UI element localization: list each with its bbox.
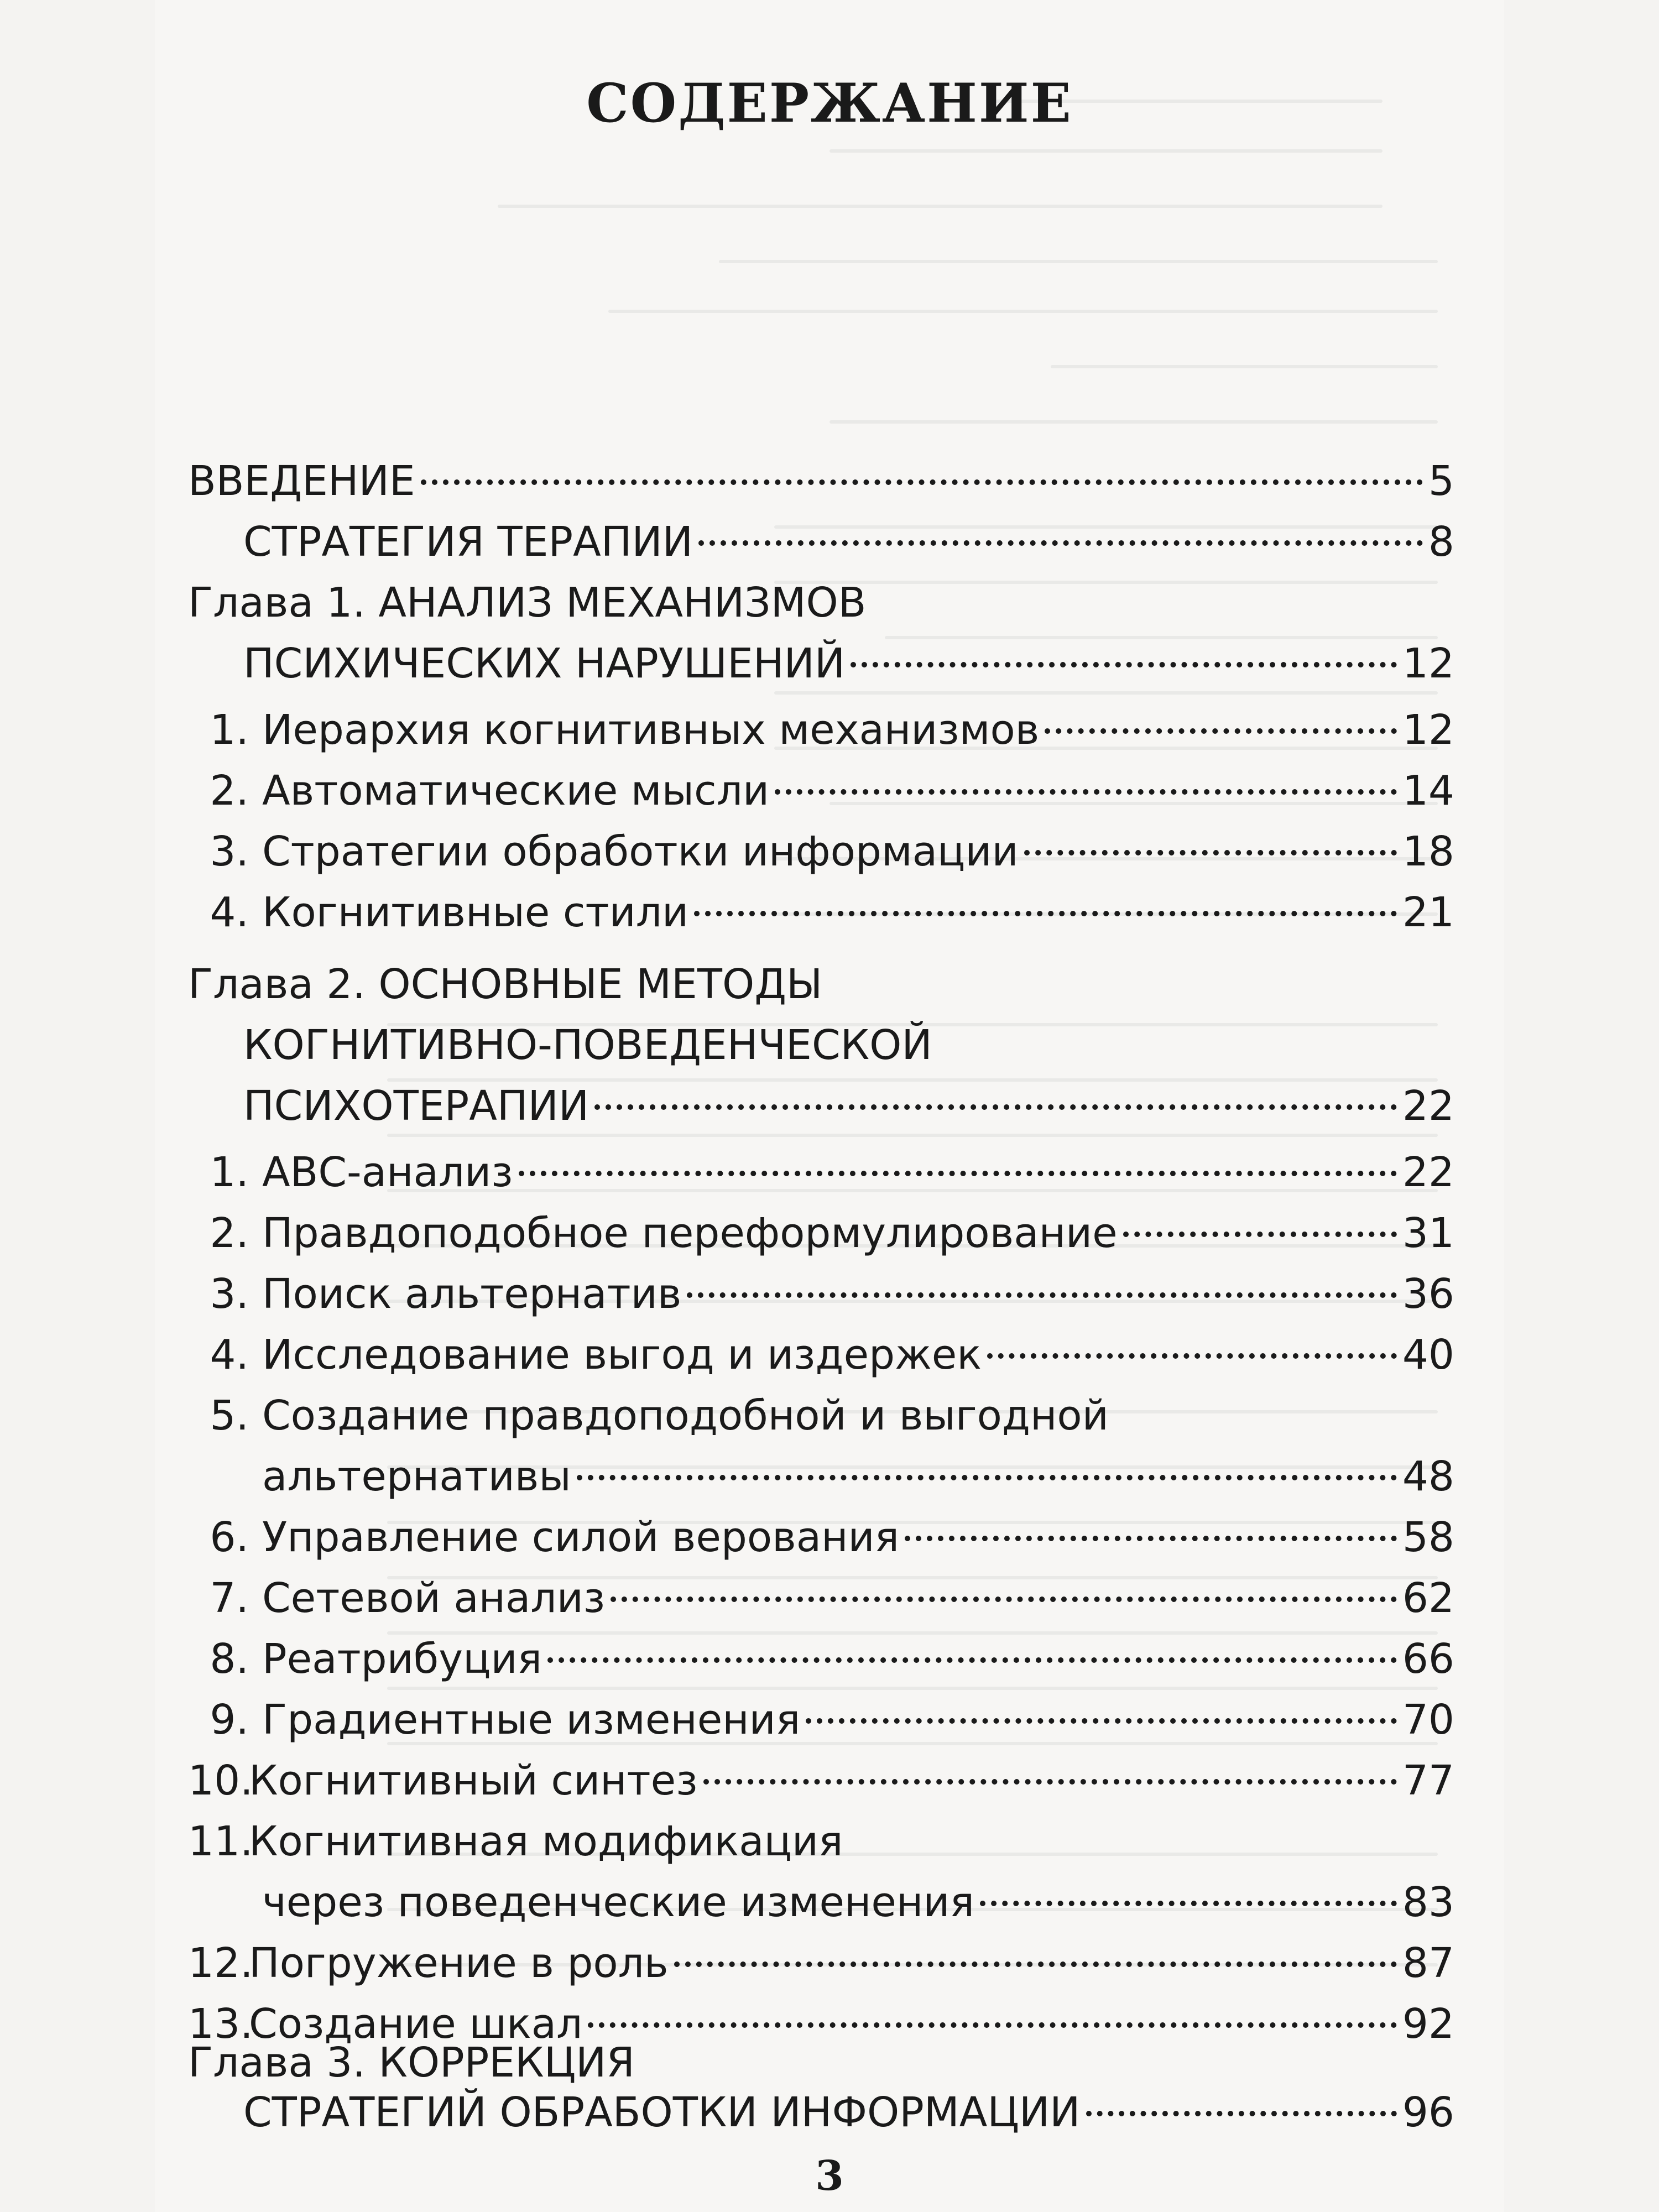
toc-item-number: 10. — [188, 1757, 253, 1804]
toc-entry-label: Когнитивные стили — [262, 889, 689, 936]
dot-leader — [905, 1525, 1397, 1541]
toc-item-number: 4. — [210, 889, 249, 936]
toc-entry-ch2-item-5-line2[interactable] — [262, 1449, 1454, 1504]
dot-leader — [519, 1160, 1397, 1176]
toc-entry-chapter-2[interactable] — [243, 1078, 1454, 1134]
toc-entry-label: Когнитивный синтез — [249, 1757, 698, 1804]
dot-leader — [703, 1768, 1397, 1785]
toc-entry-label: Автоматические мысли — [262, 767, 770, 815]
toc-entry-label: Исследование выгод и издержек — [262, 1331, 982, 1379]
toc-entry-page: 96 — [1402, 2089, 1454, 2136]
toc-entry-page: 22 — [1402, 1149, 1454, 1196]
toc-entry-chapter-1[interactable] — [243, 636, 1454, 691]
toc-item-number: 6. — [210, 1514, 249, 1561]
toc-entry-label: Создание правдоподобной и выгодной — [262, 1392, 1109, 1439]
toc-entry-ch1-item[interactable] — [188, 885, 1454, 940]
toc-entry-label: Реатрибуция — [262, 1635, 542, 1683]
toc-entry-page: 83 — [1402, 1879, 1454, 1926]
toc-entry-label: Градиентные изменения — [262, 1696, 801, 1744]
toc-entry-label: АВС-анализ — [262, 1149, 513, 1196]
toc-item-number: 2. — [210, 767, 249, 815]
toc-entry-label: Когнитивная модификация — [249, 1818, 843, 1865]
toc-entry-label: Поиск альтернатив — [262, 1270, 682, 1318]
dot-leader — [1024, 839, 1397, 855]
chapter-2-heading-line2: КОГНИТИВНО-ПОВЕДЕНЧЕСКОЙ — [243, 1021, 932, 1069]
toc-entry-label: СТРАТЕГИЯ ТЕРАПИИ — [243, 518, 693, 566]
dot-leader — [547, 1646, 1397, 1663]
toc-item-number: 1. — [210, 706, 249, 754]
dot-leader — [687, 1281, 1397, 1298]
toc-entry-page: 77 — [1402, 1757, 1454, 1804]
toc-entry-ch2-item[interactable] — [188, 1571, 1454, 1626]
toc-entry-page: 92 — [1402, 2000, 1454, 2048]
dot-leader — [421, 468, 1423, 485]
toc-entry-ch2-item[interactable] — [188, 1327, 1454, 1383]
toc-entry-page: 66 — [1402, 1635, 1454, 1683]
dot-leader — [987, 1342, 1397, 1359]
toc-entry-ch2-item[interactable] — [188, 1266, 1454, 1322]
dot-leader — [611, 1585, 1397, 1602]
dot-leader — [1086, 2100, 1397, 2116]
toc-item-number: 4. — [210, 1331, 249, 1379]
toc-entry-page: 18 — [1402, 828, 1454, 875]
dot-leader — [674, 1950, 1397, 1967]
dot-leader — [594, 1093, 1397, 1110]
toc-entry-page: 5 — [1428, 457, 1454, 505]
page-title: СОДЕРЖАНИЕ — [586, 72, 1073, 134]
toc-item-number: 12. — [188, 1939, 253, 1987]
toc-entry-page: 14 — [1402, 767, 1454, 815]
toc-entry-strategy[interactable] — [243, 514, 1454, 570]
toc-entry-label: через поведенческие изменения — [262, 1879, 974, 1926]
toc-entry-page: 21 — [1402, 889, 1454, 936]
toc-entry-page: 12 — [1402, 640, 1454, 687]
toc-entry-label: ВВЕДЕНИЕ — [188, 457, 415, 505]
toc-entry-label: ПСИХОТЕРАПИИ — [243, 1082, 589, 1130]
toc-entry-label: Управление силой верования — [262, 1514, 900, 1561]
toc-entry-page: 8 — [1428, 518, 1454, 566]
toc-entry-page: 22 — [1402, 1082, 1454, 1130]
toc-item-number: 9. — [210, 1696, 249, 1744]
toc-entry-ch2-item[interactable] — [188, 1206, 1454, 1261]
dot-leader — [775, 778, 1397, 795]
dot-leader — [980, 1890, 1397, 1906]
toc-entry-ch2-item-11-line1[interactable] — [188, 1814, 843, 1869]
toc-entry-ch2-item[interactable] — [188, 1753, 1454, 1808]
toc-entry-label: Сетевой анализ — [262, 1574, 606, 1622]
toc-entry-label: альтернативы — [262, 1453, 571, 1500]
toc-entry-label: СТРАТЕГИЙ ОБРАБОТКИ ИНФОРМАЦИИ — [243, 2089, 1081, 2136]
toc-entry-label: ПСИХИЧЕСКИХ НАРУШЕНИЙ — [243, 640, 846, 687]
toc-item-number: 2. — [210, 1209, 249, 1257]
toc-entry-intro[interactable] — [188, 453, 1454, 509]
toc-entry-ch1-item[interactable] — [188, 824, 1454, 879]
toc-item-number: 5. — [210, 1392, 249, 1439]
dot-leader — [1123, 1220, 1397, 1237]
toc-entry-page: 12 — [1402, 706, 1454, 754]
toc-entry-label: Создание шкал — [249, 2000, 583, 2048]
toc-entry-ch2-item[interactable] — [188, 1145, 1454, 1200]
toc-item-number: 1. — [210, 1149, 249, 1196]
toc-item-number: 3. — [210, 1270, 249, 1318]
toc-entry-page: 48 — [1402, 1453, 1454, 1500]
toc-entry-ch2-item[interactable] — [188, 1631, 1454, 1687]
chapter-1-heading[interactable]: Глава 1. АНАЛИЗ МЕХАНИЗМОВ — [188, 579, 867, 627]
toc-entry-page: 31 — [1402, 1209, 1454, 1257]
chapter-2-heading[interactable]: Глава 2. ОСНОВНЫЕ МЕТОДЫ — [188, 961, 823, 1008]
dot-leader — [1045, 717, 1396, 734]
toc-entry-page: 70 — [1402, 1696, 1454, 1744]
toc-entry-ch2-item-11-line2[interactable] — [262, 1875, 1454, 1930]
toc-entry-page: 87 — [1402, 1939, 1454, 1987]
toc-entry-chapter-3[interactable] — [243, 2085, 1454, 2140]
toc-item-number: 7. — [210, 1574, 249, 1622]
toc-entry-ch2-item[interactable] — [188, 1510, 1454, 1565]
toc-entry-label: Погружение в роль — [249, 1939, 669, 1987]
toc-entry-page: 36 — [1402, 1270, 1454, 1318]
toc-entry-ch1-item[interactable] — [188, 702, 1454, 758]
toc-entry-page: 62 — [1402, 1574, 1454, 1622]
page-number: 3 — [815, 2152, 844, 2200]
toc-item-number: 13. — [188, 2000, 253, 2048]
dot-leader — [806, 1707, 1397, 1724]
toc-entry-label: Иерархия когнитивных механизмов — [262, 706, 1040, 754]
dot-leader — [577, 1464, 1397, 1480]
dot-leader — [588, 2011, 1396, 2028]
dot-leader — [694, 900, 1397, 916]
toc-entry-ch2-item[interactable] — [188, 1936, 1454, 1991]
toc-entry-label: Стратегии обработки информации — [262, 828, 1019, 875]
dot-leader — [851, 651, 1397, 667]
dot-leader — [698, 529, 1423, 546]
toc-item-number: 11. — [188, 1818, 253, 1865]
toc-entry-page: 40 — [1402, 1331, 1454, 1379]
toc-entry-ch1-item[interactable] — [188, 763, 1454, 818]
toc-entry-ch2-item[interactable] — [188, 1692, 1454, 1747]
chapter-3-heading[interactable]: Глава 3. КОРРЕКЦИЯ — [188, 2039, 635, 2086]
toc-item-number: 3. — [210, 828, 249, 875]
toc-entry-label: Правдоподобное переформулирование — [262, 1209, 1118, 1257]
toc-item-number: 8. — [210, 1635, 249, 1683]
toc-entry-page: 58 — [1402, 1514, 1454, 1561]
toc-entry-ch2-item-5-line1[interactable] — [188, 1388, 1109, 1443]
